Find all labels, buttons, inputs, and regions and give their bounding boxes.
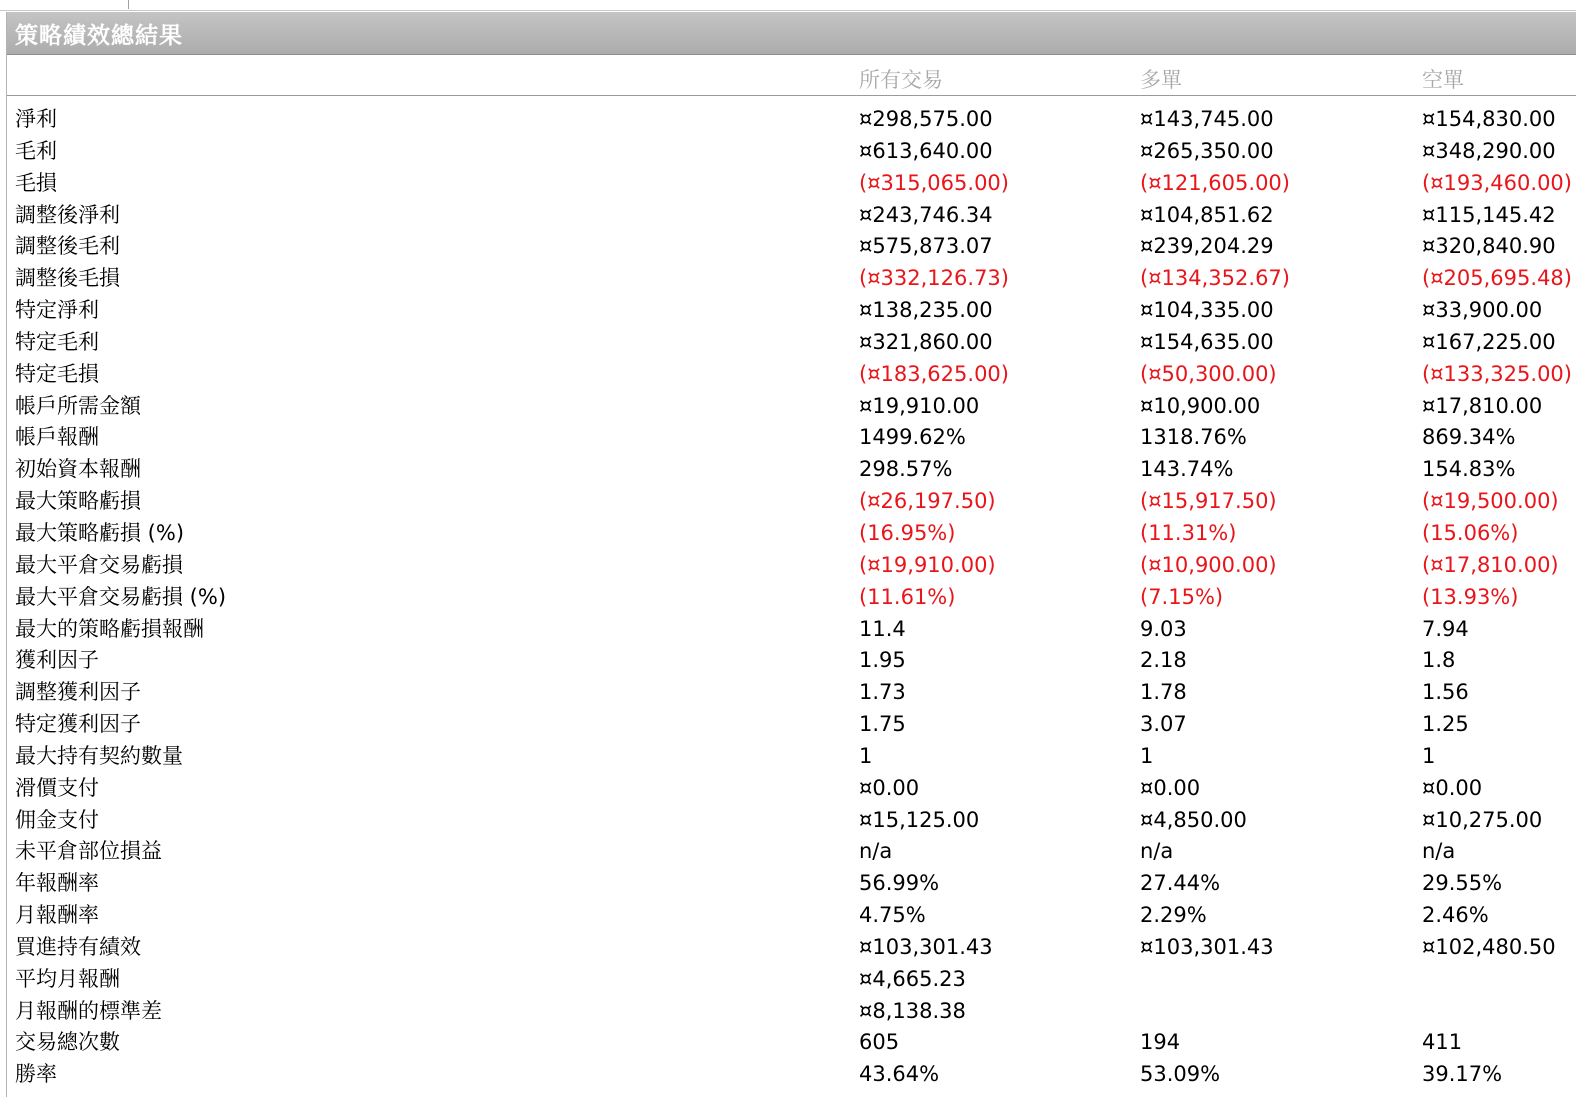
- metric-label: 最大策略虧損: [15, 489, 141, 514]
- long-value: n/a: [1140, 839, 1174, 864]
- short-value: ¤154,830.00: [1422, 107, 1556, 131]
- metric-label: 帳戶報酬: [15, 425, 99, 450]
- tab-divider: [128, 0, 129, 9]
- table-row[interactable]: [7, 805, 1576, 837]
- short-value: (13.93%): [1422, 584, 1519, 609]
- table-row[interactable]: [7, 1027, 1576, 1059]
- metric-label: 調整後毛利: [15, 234, 120, 259]
- table-row[interactable]: [7, 550, 1576, 582]
- short-value: 1: [1422, 743, 1436, 768]
- long-value: 53.09%: [1140, 1062, 1221, 1087]
- table-row[interactable]: [7, 104, 1576, 136]
- table-row[interactable]: [7, 422, 1576, 454]
- metric-label: 調整獲利因子: [15, 680, 141, 705]
- long-value: ¤154,635.00: [1140, 329, 1274, 354]
- metric-label: 毛利: [15, 138, 57, 163]
- short-value: ¤320,840.90: [1422, 234, 1556, 259]
- metric-label: 調整後毛損: [15, 266, 120, 291]
- metric-label: 最大平倉交易虧損: [15, 552, 183, 577]
- long-value: (¤121,605.00): [1140, 170, 1290, 195]
- metric-label: 交易總次數: [15, 1030, 120, 1055]
- all-trades-value: ¤15,125.00: [859, 807, 980, 832]
- long-value: 1: [1140, 743, 1154, 768]
- short-value: 1.25: [1422, 712, 1469, 737]
- metrics-table: [7, 96, 1576, 1091]
- long-value: 27.44%: [1140, 871, 1221, 896]
- short-value: 39.17%: [1422, 1062, 1503, 1087]
- all-trades-value: ¤103,301.43: [859, 934, 993, 959]
- table-row[interactable]: [7, 773, 1576, 805]
- short-value: 2.46%: [1422, 903, 1489, 928]
- all-trades-value: 56.99%: [859, 871, 940, 896]
- table-row[interactable]: [7, 868, 1576, 900]
- short-value: (¤193,460.00): [1422, 170, 1572, 195]
- table-row[interactable]: [7, 295, 1576, 327]
- metric-label: 最大的策略虧損報酬: [15, 616, 204, 641]
- metric-label: 特定毛利: [15, 329, 99, 354]
- all-trades-value: ¤575,873.07: [859, 234, 993, 259]
- all-trades-value: 1: [859, 743, 873, 768]
- long-value: ¤0.00: [1140, 775, 1201, 800]
- short-value: ¤115,145.42: [1422, 202, 1556, 227]
- all-trades-value: ¤4,665.23: [859, 966, 966, 991]
- table-row[interactable]: [7, 454, 1576, 486]
- long-value: 3.07: [1140, 712, 1187, 737]
- all-trades-value: 11.4: [859, 616, 906, 641]
- all-trades-value: ¤613,640.00: [859, 138, 993, 163]
- long-value: (¤134,352.67): [1140, 266, 1290, 291]
- long-value: ¤239,204.29: [1140, 234, 1274, 259]
- metric-label: 佣金支付: [15, 807, 99, 832]
- column-header-row: [7, 55, 1576, 96]
- table-row[interactable]: [7, 231, 1576, 263]
- long-value: (11.31%): [1140, 520, 1237, 545]
- short-value: (15.06%): [1422, 520, 1519, 545]
- short-value: (¤19,500.00): [1422, 489, 1559, 514]
- column-header-short[interactable]: 空單: [1422, 68, 1464, 92]
- short-value: ¤348,290.00: [1422, 138, 1556, 163]
- metric-label: 月報酬率: [15, 903, 99, 928]
- table-row[interactable]: [7, 263, 1576, 295]
- long-value: ¤4,850.00: [1140, 807, 1247, 832]
- metric-label: 淨利: [15, 107, 57, 131]
- all-trades-value: 1.73: [859, 680, 906, 705]
- all-trades-value: (¤183,625.00): [859, 361, 1009, 386]
- panel-title: 策略績效總結果: [15, 22, 183, 49]
- table-row[interactable]: [7, 359, 1576, 391]
- metric-label: 帳戶所需金額: [15, 393, 141, 418]
- long-value: (¤50,300.00): [1140, 361, 1277, 386]
- long-value: 1318.76%: [1140, 425, 1247, 450]
- long-value: 9.03: [1140, 616, 1187, 641]
- all-trades-value: ¤0.00: [859, 775, 920, 800]
- short-value: ¤0.00: [1422, 775, 1483, 800]
- long-value: 2.18: [1140, 648, 1187, 673]
- all-trades-value: 1499.62%: [859, 425, 966, 450]
- metric-label: 特定淨利: [15, 298, 99, 323]
- short-value: 1.8: [1422, 648, 1456, 673]
- metric-label: 買進持有績效: [15, 934, 141, 959]
- short-value: 869.34%: [1422, 425, 1516, 450]
- short-value: (¤205,695.48): [1422, 266, 1572, 291]
- metric-label: 未平倉部位損益: [15, 839, 162, 864]
- all-trades-value: ¤8,138.38: [859, 998, 966, 1023]
- short-value: ¤33,900.00: [1422, 298, 1543, 323]
- metric-label: 最大持有契約數量: [15, 743, 183, 768]
- table-row[interactable]: [7, 932, 1576, 964]
- all-trades-value: ¤321,860.00: [859, 329, 993, 354]
- all-trades-value: n/a: [859, 839, 893, 864]
- all-trades-value: 4.75%: [859, 903, 926, 928]
- all-trades-value: (¤19,910.00): [859, 552, 996, 577]
- table-row[interactable]: [7, 741, 1576, 773]
- metric-label: 平均月報酬: [15, 966, 120, 991]
- short-value: (¤133,325.00): [1422, 361, 1572, 386]
- table-row[interactable]: [7, 168, 1576, 200]
- metric-label: 最大平倉交易虧損 (%): [15, 584, 227, 609]
- metric-label: 特定毛損: [15, 361, 99, 386]
- short-value: 29.55%: [1422, 871, 1503, 896]
- long-value: ¤10,900.00: [1140, 393, 1261, 418]
- table-row[interactable]: [7, 900, 1576, 932]
- column-header-all-trades[interactable]: 所有交易: [859, 68, 943, 92]
- all-trades-value: 1.95: [859, 648, 906, 673]
- table-row[interactable]: [7, 327, 1576, 359]
- metric-label: 毛損: [15, 170, 57, 195]
- all-trades-value: 1.75: [859, 712, 906, 737]
- short-value: 1.56: [1422, 680, 1469, 705]
- long-value: 194: [1140, 1030, 1181, 1055]
- metric-label: 調整後淨利: [15, 202, 120, 227]
- table-row[interactable]: [7, 200, 1576, 232]
- all-trades-value: 43.64%: [859, 1062, 940, 1087]
- performance-summary-panel: [6, 12, 1576, 1097]
- table-row[interactable]: [7, 836, 1576, 868]
- long-value: ¤104,851.62: [1140, 202, 1274, 227]
- table-row[interactable]: [7, 486, 1576, 518]
- long-value: (¤15,917.50): [1140, 489, 1277, 514]
- metric-label: 月報酬的標準差: [15, 998, 162, 1023]
- table-row[interactable]: [7, 1059, 1576, 1091]
- long-value: ¤265,350.00: [1140, 138, 1274, 163]
- long-value: ¤103,301.43: [1140, 934, 1274, 959]
- metric-label: 最大策略虧損 (%): [15, 520, 185, 545]
- metric-label: 特定獲利因子: [15, 712, 141, 737]
- table-row[interactable]: [7, 518, 1576, 550]
- table-row[interactable]: [7, 964, 1576, 996]
- long-value: ¤104,335.00: [1140, 298, 1274, 323]
- top-border: [0, 0, 1576, 11]
- metric-label: 獲利因子: [15, 648, 99, 673]
- short-value: ¤10,275.00: [1422, 807, 1543, 832]
- table-row[interactable]: [7, 136, 1576, 168]
- table-row[interactable]: [7, 391, 1576, 423]
- all-trades-value: (¤26,197.50): [859, 489, 996, 514]
- table-row[interactable]: [7, 614, 1576, 646]
- all-trades-value: (16.95%): [859, 520, 956, 545]
- short-value: n/a: [1422, 839, 1456, 864]
- short-value: ¤102,480.50: [1422, 934, 1556, 959]
- long-value: (¤10,900.00): [1140, 552, 1277, 577]
- all-trades-value: ¤19,910.00: [859, 393, 980, 418]
- all-trades-value: (¤315,065.00): [859, 170, 1009, 195]
- table-row[interactable]: [7, 996, 1576, 1028]
- column-header-long[interactable]: 多單: [1140, 68, 1182, 92]
- short-value: ¤17,810.00: [1422, 393, 1543, 418]
- long-value: 1.78: [1140, 680, 1187, 705]
- panel-title-bar: [7, 12, 1576, 55]
- table-row[interactable]: [7, 645, 1576, 677]
- short-value: ¤167,225.00: [1422, 329, 1556, 354]
- all-trades-value: 298.57%: [859, 457, 953, 482]
- long-value: 2.29%: [1140, 903, 1207, 928]
- table-row[interactable]: [7, 677, 1576, 709]
- all-trades-value: (¤332,126.73): [859, 266, 1009, 291]
- short-value: (¤17,810.00): [1422, 552, 1559, 577]
- table-row[interactable]: [7, 709, 1576, 741]
- metric-label: 勝率: [15, 1062, 57, 1087]
- table-row[interactable]: [7, 582, 1576, 614]
- long-value: 143.74%: [1140, 457, 1234, 482]
- short-value: 411: [1422, 1030, 1463, 1055]
- short-value: 7.94: [1422, 616, 1469, 641]
- all-trades-value: ¤138,235.00: [859, 298, 993, 323]
- metric-label: 滑價支付: [15, 775, 99, 800]
- metric-label: 年報酬率: [15, 871, 99, 896]
- all-trades-value: ¤298,575.00: [859, 107, 993, 131]
- metric-label: 初始資本報酬: [15, 457, 141, 482]
- short-value: 154.83%: [1422, 457, 1516, 482]
- all-trades-value: (11.61%): [859, 584, 956, 609]
- long-value: ¤143,745.00: [1140, 107, 1274, 131]
- all-trades-value: ¤243,746.34: [859, 202, 993, 227]
- long-value: (7.15%): [1140, 584, 1224, 609]
- all-trades-value: 605: [859, 1030, 900, 1055]
